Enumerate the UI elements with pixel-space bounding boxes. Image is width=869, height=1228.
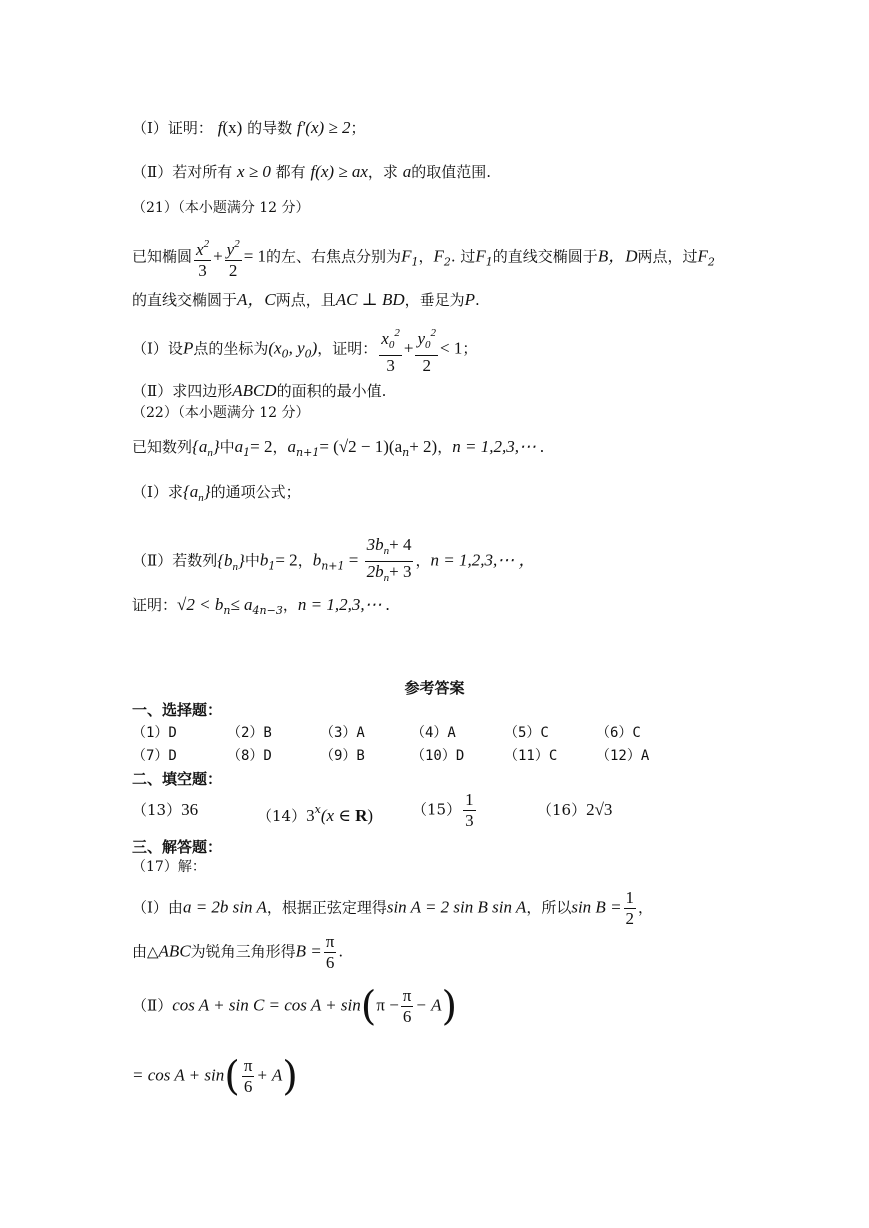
q22-proof: 证明：$√2 < b_n\le a_{4n-3}$，n = 1,2,3,⋯ . [132, 595, 391, 617]
q20-part1: （Ⅰ）证明： f(x) 的导数 f′(x) ≥ 2； [132, 118, 366, 137]
fill-16: （16）2√3 [537, 800, 613, 819]
choice-4: （4）A [411, 725, 456, 741]
q17-step2: 由△ABC为锐角三角形得B = $\frac{\pi}{6}$ . [132, 932, 344, 972]
choice-1: （1）D [132, 725, 177, 741]
q17-step3: （Ⅱ）cos A + sin C = cos A + sin(π − $\frac{\pi}{6}$ − A) [132, 983, 458, 1030]
q21-stem-line2: 的直线交椭圆于A，C两点，且AC ⊥ BD，垂足为P. [132, 290, 480, 309]
fill-15: （15） $\frac{1}{3}$ [412, 790, 474, 830]
choice-12: （12）A [596, 748, 650, 764]
fraction: $\frac{\pi}{6}$ [325, 932, 335, 972]
choice-2: （2）B [227, 725, 272, 741]
fraction: $\frac{3b_n+ 4}{2b_n+ 3}$ [366, 535, 412, 584]
part-label: （Ⅰ）证明： [132, 119, 213, 137]
fraction: $\frac{\pi}{6}$ [243, 1056, 253, 1096]
fraction: $\frac{1}{2}$ [625, 888, 635, 928]
choice-3: （3）A [320, 725, 365, 741]
q22-part1: （Ⅰ）求$\{a_n\}$的通项公式； [132, 482, 301, 504]
choice-9: （9）B [320, 748, 365, 764]
choice-6: （6）C [596, 725, 641, 741]
section-fill: 二、填空题： [132, 770, 223, 788]
fraction: $\frac{x_0^2}{3}$ [379, 323, 402, 376]
choice-5: （5）C [504, 725, 549, 741]
q20-part2: （Ⅱ）若对所有 x ≥ 0 都有 f(x) ≥ ax，求 a的取值范围. [132, 162, 491, 181]
q21-stem-line1: 已知椭圆 $\frac{x^2}{3}$ + $\frac{y^2}{2}$ = 1的左、右焦点分别为$F_1$，$F_2$. 过$F_1$的直线交椭圆于B，D两点，过$F_2$ [132, 234, 715, 281]
choice-10: （10）D [411, 748, 465, 764]
q21-part2: （Ⅱ）求四边形ABCD的面积的最小值. [132, 381, 387, 400]
fraction: $\frac{\pi}{6}$ [402, 986, 412, 1026]
q21-heading: （21）（本小题满分 12 分） [132, 200, 310, 216]
section-choice: 一、选择题： [132, 701, 223, 719]
choice-7: （7）D [132, 748, 177, 764]
q22-heading: （22）（本小题满分 12 分） [132, 405, 310, 421]
q22-part2: （Ⅱ）若数列$\{b_n\}$中$b_1= 2$，$b_{n+1}$ = $\frac{3b_n+ 4}{2b_n+ 3}$ ，n = 1,2,3,⋯ ， [132, 535, 535, 588]
fraction: $\frac{x^2}{3}$ [194, 234, 211, 281]
choice-8: （8）D [227, 748, 272, 764]
q22-stem: 已知数列$\{a_n\}$中$a_1= 2$，$a_{n+1}= (√2 - 1)(a_n+ 2)$，n = 1,2,3,⋯ . [132, 437, 545, 459]
q17-step1: （Ⅰ）由a = 2b sin A，根据正弦定理得sin A = 2 sin B sin A，所以sin B = $\frac{1}{2}$ ， [132, 888, 654, 928]
answers-title: 参考答案 [404, 679, 465, 697]
fill-13: （13）36 [132, 800, 199, 819]
section-solve: 三、解答题： [132, 838, 223, 856]
q21-part1: （Ⅰ）设P点的坐标为($x_0$, $y_0$)，证明： $\frac{x_0^2}{3}$ + $\frac{y_0^2}{2}$ < 1； [132, 323, 477, 376]
fraction: $\frac{1}{3}$ [465, 790, 474, 830]
fill-14: （14）3$^x$(x ∈ R) [257, 803, 374, 825]
fraction: $\frac{y_0^2}{2}$ [415, 323, 438, 376]
fraction: $\frac{y^2}{2}$ [225, 234, 242, 281]
choice-11: （11）C [504, 748, 558, 764]
q17-label: （17）解： [132, 859, 206, 875]
q17-step4: = cos A + sin( $\frac{\pi}{6}$ + A) [132, 1053, 298, 1100]
